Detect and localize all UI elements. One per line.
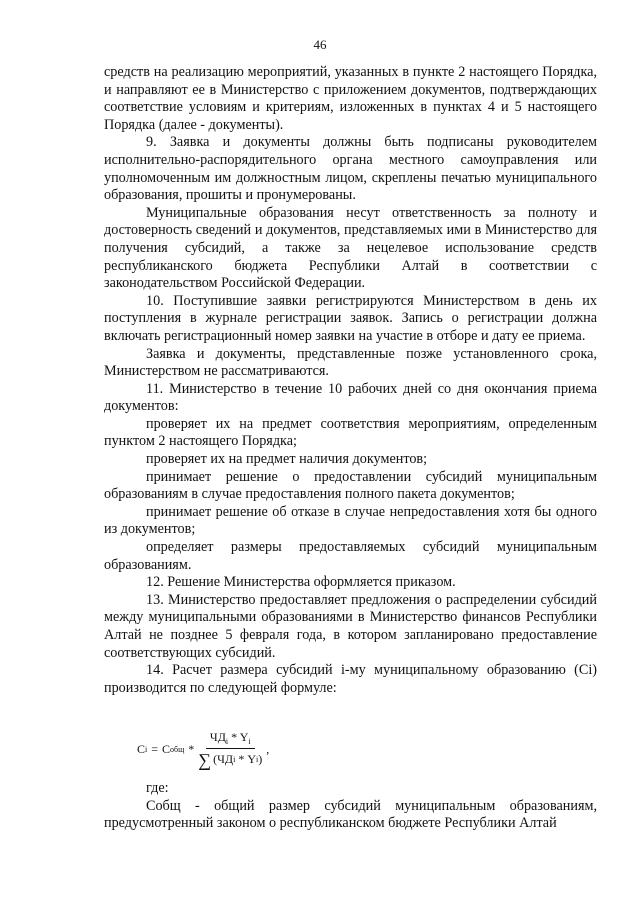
paragraph: принимает решение о предоставлении субсидий муниципальным образованиям в случае предоставления полного пакета документов; (104, 468, 597, 503)
formula-num-times: * (231, 729, 238, 744)
body-text (104, 64, 597, 697)
paragraph: проверяет их на предмет наличия документов; (146, 451, 428, 468)
page-number: 46 (313, 37, 327, 52)
formula-den-open: (ЧД (213, 752, 234, 766)
paragraph: определяет размеры предоставляемых субсидий муниципальным образованиям. (104, 539, 597, 573)
paragraph: Собщ - общий размер субсидий муниципальным образованиям, предусмотренный законом о республиканском бюджете Республики Алтай (104, 797, 597, 832)
formula-total: C (162, 741, 171, 756)
paragraph: проверяет их на предмет соответствия мероприятиям, определенным пунктом 2 настоящего Порядка; (104, 415, 597, 450)
paragraph: 10. Поступившие заявки регистрируются Министерством в день их поступления в журнале регистрации заявок. Запись о регистрации должна включать регистрационный номер заявки на участие в отборе и дату ее приема. (104, 292, 597, 344)
paragraph: 12. Решение Министерства оформляется приказом. (146, 574, 456, 591)
paragraph: 11. Министерство в течение 10 рабочих дней со дня окончания приема документов: (104, 380, 597, 415)
formula-lhs: C (137, 741, 146, 756)
paragraph: 13. Министерство предоставляет предложения о распределении субсидий между муниципальными образованиями в Министерство финансов Республики Алтай не позднее 5 февраля года, в котором запланировано предоставление соответствующих субсидий. (104, 591, 597, 661)
paragraph: 14. Расчет размера субсидий i-му муниципальному образованию (Ci) производится по следующей формуле: (104, 662, 597, 696)
paragraph: средств на реализацию мероприятий, указанных в пункте 2 настоящего Порядка, и направляют ее в Министерство с приложением документов, подтверждающих соответствие условиям и критериям, изложенных в пунктах 4 и 5 настоящего Порядка (далее - документы). (104, 64, 597, 133)
formula-den-a-sub: i (233, 755, 236, 764)
sigma-symbol: ∑ (198, 749, 212, 770)
formula-times: * (188, 741, 195, 756)
formula-num-b: Y (239, 729, 249, 744)
formula-den-times: * (238, 752, 245, 766)
subsidy-formula (137, 724, 269, 774)
formula-fraction (198, 730, 262, 769)
paragraph: 9. Заявка и документы должны быть подписаны руководителем исполнительно-распорядительного органа местного самоуправления или уполномоченным им должностным лицом, скреплены печатью муниципального образования, прошиты и пронумерованы. (104, 134, 597, 204)
formula-den-close: ) (258, 752, 263, 766)
paragraph: Муниципальные образования несут ответственность за полноту и достоверность сведений и документов, представляемых ими в Министерство для получения субсидий, а также за нецелевое использование средств республиканского бюджета Республики Алтай в соответствии с законодательством Российской Федерации. (104, 204, 597, 292)
paragraph: Заявка и документы, представленные позже установленного срока, Министерством не рассматриваются. (104, 345, 597, 380)
formula-den-b: Y (247, 752, 257, 766)
formula-equals: = (151, 741, 159, 756)
formula-num-a: ЧД (209, 729, 226, 744)
formula-total-sub: общ (170, 744, 185, 754)
formula-lhs-sub: i (145, 744, 148, 754)
paragraph: принимает решение об отказе в случае непредоставления хотя бы одного из документов; (104, 503, 597, 538)
formula-numerator (206, 730, 255, 749)
formula-num-a-sub: i (225, 736, 229, 746)
formula-num-b-sub: i (248, 736, 251, 746)
formula-tail: , (266, 741, 270, 756)
formula-denominator (198, 749, 262, 769)
after-formula-text (104, 780, 597, 833)
formula-den-b-sub: i (256, 755, 259, 764)
paragraph: где: (146, 780, 169, 796)
